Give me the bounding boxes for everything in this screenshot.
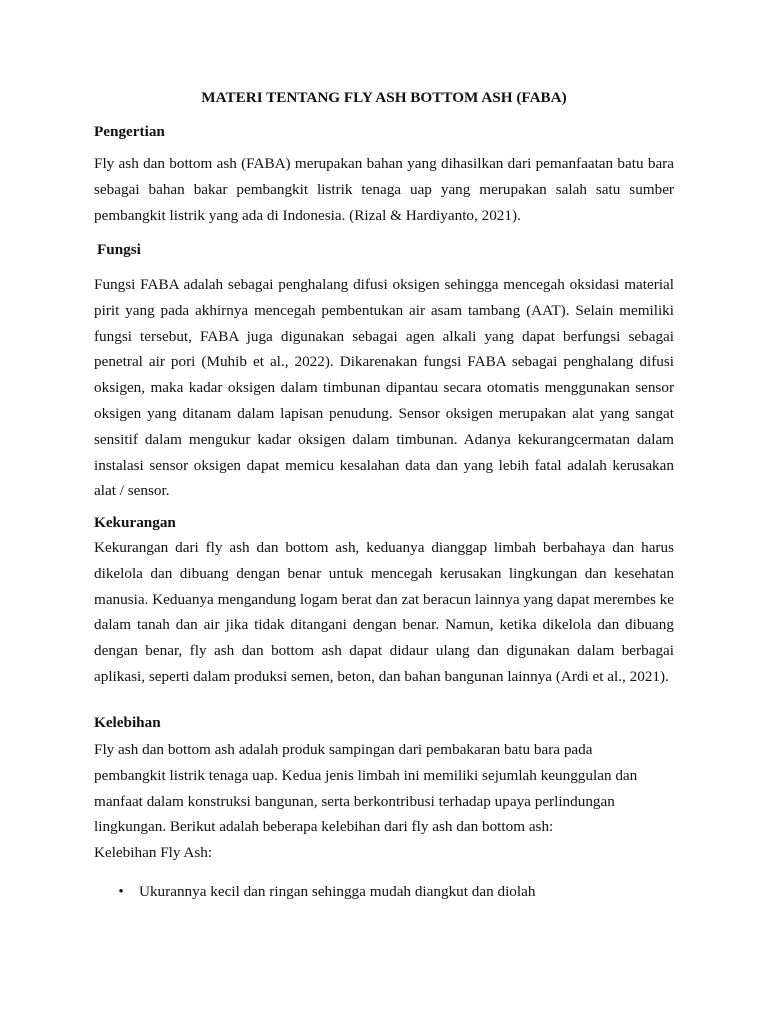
bullet-list xyxy=(94,882,674,902)
heading-kekurangan: Kekurangan xyxy=(94,514,176,531)
bullet-icon: • xyxy=(118,883,124,900)
kelebihan-line: manfaat dalam konstruksi bangunan, serta berkontribusi terhadap upaya perlindungan xyxy=(94,792,615,810)
list-item-text: Ukurannya kecil dan ringan sehingga mudah diangkut dan diolah xyxy=(139,883,536,900)
paragraph-fungsi: Fungsi FABA adalah sebagai penghalang difusi oksigen sehingga mencegah oksidasi material pirit yang pada akhirnya mencegah pembentukan air asam tambang (AAT). Selain memiliki fungsi tersebut, FABA juga digunakan sebagai agen alkali yang dapat berfungsi sebagai penetral air pori (Muhib et al., 2022). Dikarenakan fungsi FABA sebagai penghalang difusi oksigen, maka kadar oksigen dalam timbunan dipantau secara otomatis menggunakan sensor oksigen yang ditanam dalam lapisan penudung. Sensor oksigen merupakan alat yang sangat sensitif dalam mengukur kadar oksigen dalam timbunan. Adanya kekurangcermatan dalam instalasi sensor oksigen dapat memicu kesalahan data dan yang lebih fatal adalah kerusakan alat / sensor. xyxy=(94,276,674,500)
kelebihan-line: lingkungan. Berikut adalah beberapa kelebihan dari fly ash dan bottom ash: xyxy=(94,818,554,836)
subheading-kelebihan-fly-ash: Kelebihan Fly Ash: xyxy=(94,844,213,862)
kelebihan-line: Fly ash dan bottom ash adalah produk sampingan dari pembakaran batu bara pada xyxy=(94,741,593,758)
kelebihan-line: pembangkit listrik tenaga uap. Kedua jenis limbah ini memiliki sejumlah keunggulan dan xyxy=(94,766,638,784)
paragraph-pengertian: Fly ash dan bottom ash (FABA) merupakan bahan yang dihasilkan dari pemanfaatan batu bara sebagai bahan bakar pembangkit listrik tenaga uap yang merupakan salah satu sumber pembangkit listrik yang ada di Indonesia. (Rizal & Hardiyanto, 2021). xyxy=(94,155,674,224)
document-title: MATERI TENTANG FLY ASH BOTTOM ASH (FABA) xyxy=(201,89,567,106)
heading-kelebihan: Kelebihan xyxy=(94,714,161,731)
paragraph-kekurangan: Kekurangan dari fly ash dan bottom ash, keduanya dianggap limbah berbahaya dan harus dikelola dan dibuang dengan benar untuk mencegah kerusakan lingkungan dan kesehatan manusia. Keduanya mengandung logam berat dan zat beracun lainnya yang dapat merembes ke dalam tanah dan air jika tidak ditangani dengan benar. Namun, ketika dikelola dan dibuang dengan benar, fly ash dan bottom ash dapat didaur ulang dan digunakan dalam berbagai aplikasi, seperti dalam produksi semen, beton, dan bahan bangunan lainnya (Ardi et al., 2021). xyxy=(94,539,674,685)
paragraph-kelebihan xyxy=(94,737,674,866)
list-item xyxy=(94,882,674,902)
heading-fungsi: Fungsi xyxy=(97,241,141,258)
heading-pengertian: Pengertian xyxy=(94,123,165,140)
